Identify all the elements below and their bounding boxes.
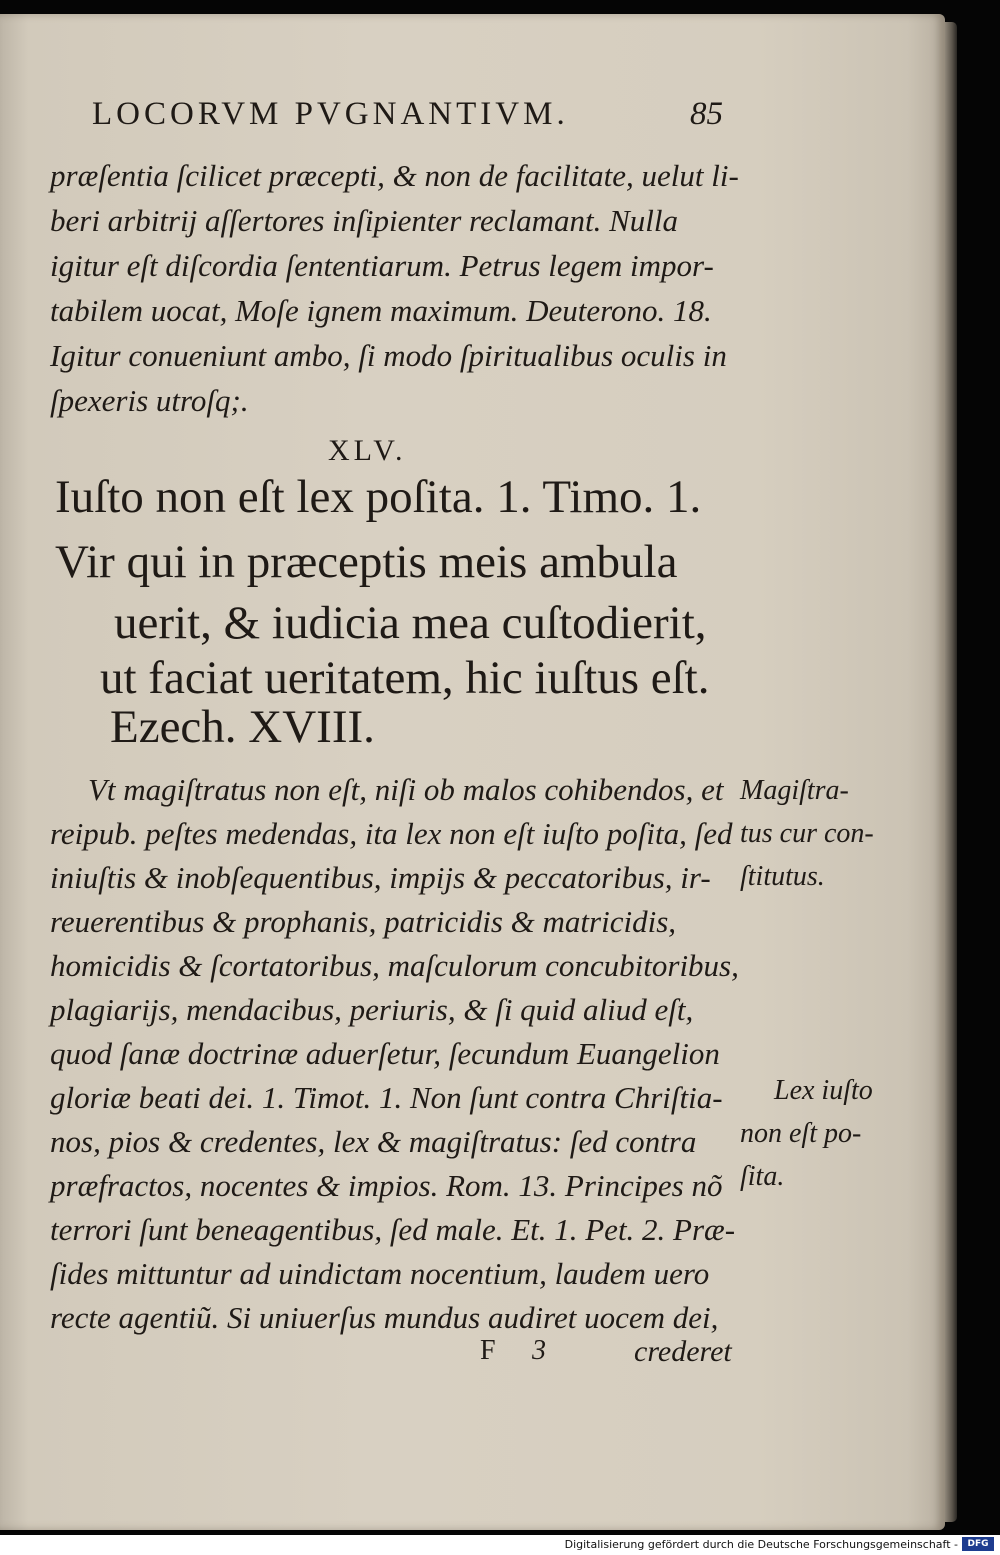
footer-credit: Digitalisierung gefördert durch die Deutsche Forschungsgemeinschaft - [564,1538,958,1551]
text-line: terrori ſunt beneagentibus, ſed male. Et. 1. Pet. 2. Præ- [50,1212,736,1247]
catchword: crederet [634,1335,732,1368]
text-line: ſides mittuntur ad uindictam nocentium, laudem uero [50,1256,710,1291]
header-title: LOCORVM PVGNANTIVM. [92,96,569,132]
text-line: nos, pios & credentes, lex & magiſtratus: ſed contra [50,1124,697,1159]
text-line: tabilem uocat, Moſe ignem maximum. Deuterono. 18. [50,293,712,328]
margin-note-line: Lex iuſto [774,1075,873,1106]
margin-note-line: Magiſtra- [740,775,849,806]
margin-note-line: non eſt po- [740,1118,862,1149]
dfg-logo-icon: DFG [962,1537,994,1551]
text-line: præſentia ſcilicet præcepti, & non de facilitate, uelut li- [50,158,739,193]
heading-line: Iuſto non eſt lex poſita. 1. Timo. 1. [55,471,702,523]
section-number: XLV. [328,434,407,467]
heading-line: uerit, & iudicia mea cuſtodierit, [114,597,707,649]
running-header [92,96,723,133]
text-line: præfractos, nocentes & impios. Rom. 13. Principes nõ [50,1168,723,1203]
heading-line: Vir qui in præceptis meis ambula [55,536,678,588]
text-line: quod ſanæ doctrinæ aduerſetur, ſecundum Euangelion [50,1036,720,1071]
text-line: beri arbitrij aſſertores inſipienter reclamant. Nulla [50,203,679,238]
heading-line: ut faciat ueritatem, hic iuſtus eſt. [100,652,710,704]
text-line: gloriæ beati dei. 1. Timot. 1. Non ſunt contra Chriſtia- [50,1080,723,1115]
text-line: Vt magiſtratus non eſt, niſi ob malos cohibendos, et [88,772,724,807]
text-line: homicidis & ſcortatoribus, maſculorum concubitoribus, [50,948,739,983]
text-line: reipub. peſtes medendas, ita lex non eſt iuſto poſita, ſed [50,816,733,851]
text-line: iniuſtis & inobſequentibus, impijs & peccatoribus, ir- [50,860,711,895]
text-line: plagiarijs, mendacibus, periuris, & ſi quid aliud eſt, [50,992,694,1027]
heading-line: Ezech. XVIII. [110,701,375,753]
text-line: recte agentiũ. Si uniuerſus mundus audiret uocem dei, [50,1300,719,1335]
page-edge [945,22,957,1522]
page-number: 85 [690,96,723,132]
margin-note-line: ſtitutus. [740,861,825,892]
signature-number: 3 [532,1335,546,1366]
text-line: reuerentibus & prophanis, patricidis & matricidis, [50,904,677,939]
margin-note-line: ſita. [740,1161,785,1192]
text-line: igitur eſt diſcordia ſententiarum. Petrus legem impor- [50,248,714,283]
text-line: ſpexeris utroſq;. [50,383,249,418]
text-line: Igitur conueniunt ambo, ſi modo ſpiritualibus oculis in [50,338,727,373]
margin-note-line: tus cur con- [740,818,874,849]
signature-mark: F [480,1335,496,1366]
